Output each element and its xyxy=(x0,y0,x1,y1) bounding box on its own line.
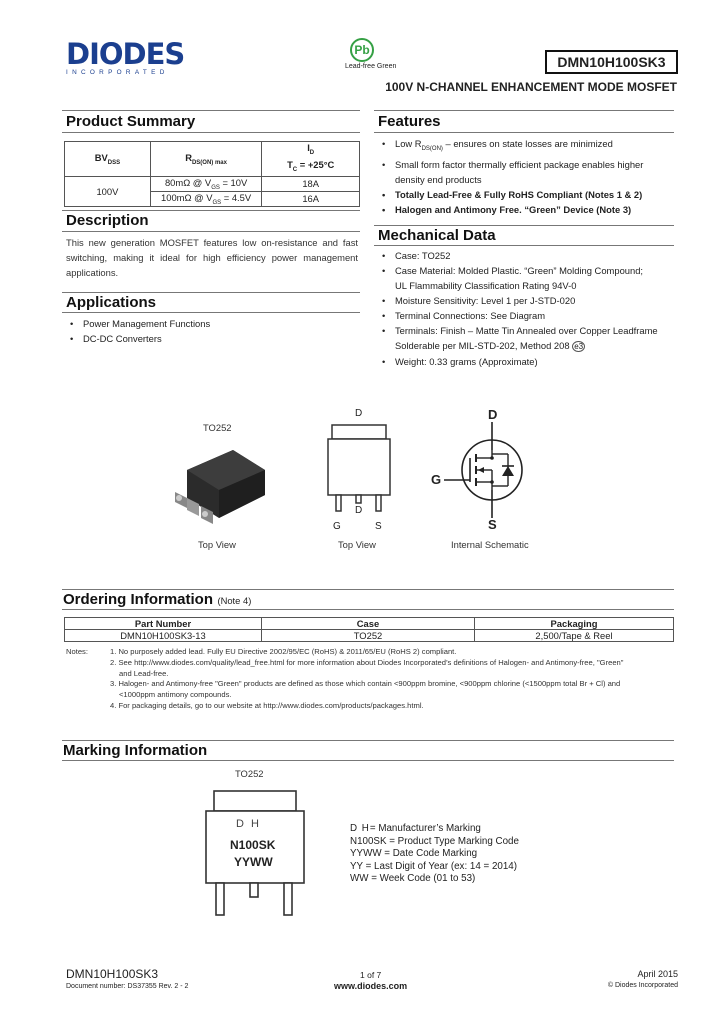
divider xyxy=(62,589,674,590)
diodes-logo xyxy=(66,37,185,76)
rdson-value: 100mΩ @ $V_{GS} = 4.5V$ xyxy=(150,191,261,206)
divider xyxy=(374,225,674,226)
divider xyxy=(374,110,674,111)
legend-item: YY = Last Digit of Year (ex: 14 = 2014) xyxy=(350,860,518,872)
to252-package-drawing xyxy=(165,440,280,530)
ordering-cell: TO252 xyxy=(262,630,475,642)
ordering-note: (Note 4) xyxy=(217,595,252,606)
internal-schematic-label: Internal Schematic xyxy=(451,539,529,550)
list-item: • Low $R_{DS(ON)}$ – ensures on state losses are minimized xyxy=(378,136,674,157)
list-item: • Halogen and Antimony Free. “Green” Device (Note 3) xyxy=(378,202,674,217)
list-item: • Totally Lead-Free & Fully RoHS Compliant (Notes 1 & 2) xyxy=(378,187,674,202)
id-value: 16A xyxy=(262,191,360,206)
divider xyxy=(374,132,674,133)
description-title: Description xyxy=(66,212,149,229)
list-item: • Case: TO252 xyxy=(378,248,674,263)
ordering-header: Part Number xyxy=(65,618,262,630)
list-item: • Small form factor thermally efficient package enables higher density end products xyxy=(378,157,674,187)
list-item: • Weight: 0.33 grams (Approximate) xyxy=(378,354,674,369)
note-item: 2. See http://www.diodes.com/quality/lead_free.html for more information about Diodes Incorporated’s definitions of Halogen- and Antimony-free, "Green" xyxy=(110,657,624,667)
note-item: <1000ppm antimony compounds. xyxy=(119,690,232,700)
list-item: • Power Management Functions xyxy=(66,316,356,331)
legend-item: N100SK = Product Type Marking Code xyxy=(350,835,519,847)
list-item: • Terminals: Finish – Matte Tin Annealed over Copper Leadframe Solderable per MIL-STD-202, Method 208 e3 xyxy=(378,323,674,354)
divider xyxy=(62,292,360,293)
applications-list xyxy=(66,316,356,346)
note-item: and Lead-free. xyxy=(119,668,169,678)
features-list xyxy=(378,136,674,217)
list-item: • DC-DC Converters xyxy=(66,331,356,346)
footer-date: April 2015 xyxy=(637,969,678,979)
ordering-cell: 2,500/Tape & Reel xyxy=(475,630,674,642)
top-view-label: Top View xyxy=(338,539,376,550)
divider xyxy=(62,210,360,211)
ordering-table xyxy=(64,617,674,642)
footer-part: DMN10H100SK3 xyxy=(66,967,159,981)
legend-item: D H= Manufacturer’s Marking xyxy=(350,823,481,834)
schematic-pin-d: D xyxy=(488,407,498,422)
divider xyxy=(62,231,360,232)
legend-item: YYWW = Date Code Marking xyxy=(350,848,478,859)
ordering-heading xyxy=(63,591,251,609)
rdson-value: 80mΩ @ $V_{GS} = 10V$ xyxy=(150,176,261,191)
footer-copyright: © Diodes Incorporated xyxy=(607,982,678,989)
note-item: 4. For packaging details, go to our website at http://www.diodes.com/products/packages.html. xyxy=(110,700,424,710)
marking-pkg-label: TO252 xyxy=(235,768,264,779)
divider xyxy=(62,312,360,313)
part-number-box: DMN10H100SK3 xyxy=(545,50,678,74)
manufacturer-logo-mark: D H xyxy=(236,818,261,830)
note-item: 3. Halogen- and Antimony-free "Green" products are defined as those which contain <900ppm bromine, <900ppm chlorine (<1500ppm total Br + Cl) and xyxy=(110,679,621,689)
mechanical-title: Mechanical Data xyxy=(378,227,496,244)
divider xyxy=(62,740,674,741)
id-value: 18A xyxy=(262,176,360,191)
pin-d-label: D xyxy=(355,505,363,516)
ordering-cell: DMN10H100SK3-13 xyxy=(65,630,262,642)
e3-icon: e3 xyxy=(574,342,584,351)
list-item: • Terminal Connections: See Diagram xyxy=(378,308,674,323)
applications-title: Applications xyxy=(66,294,157,311)
marking-title: Marking Information xyxy=(63,742,208,759)
footer-page: 1 of 7 xyxy=(360,970,382,980)
logo-subtitle: INCORPORATED xyxy=(66,69,169,76)
notes-label: Notes: xyxy=(66,647,88,656)
notes-list xyxy=(110,647,676,712)
footer-site: www.diodes.com xyxy=(334,981,408,991)
list-item: • Moisture Sensitivity: Level 1 per J-STD-020 xyxy=(378,293,674,308)
divider xyxy=(62,760,674,761)
note-item: 1. No purposely added lead. Fully EU Directive 2002/95/EC (RoHS) & 2011/65/EU (RoHS 2) compliant. xyxy=(110,647,457,656)
ordering-title: Ordering Information xyxy=(63,591,213,608)
ordering-header: Packaging xyxy=(475,618,674,630)
product-summary-table xyxy=(64,141,360,207)
marking-date: YYWW xyxy=(234,855,273,869)
marking-package-drawing xyxy=(200,785,310,920)
marking-legend xyxy=(350,823,519,886)
schematic-pin-s: S xyxy=(488,517,497,532)
description-text: This new generation MOSFET features low on-resistance and fast switching, making it ideal for high efficiency power management applications. xyxy=(66,237,358,278)
features-title: Features xyxy=(378,113,441,130)
ordering-header: Case xyxy=(262,618,475,630)
top-view-label: Top View xyxy=(198,539,236,550)
to252-label: TO252 xyxy=(203,422,232,433)
list-item: • Case Material: Molded Plastic. “Green” Molding Compound; UL Flammability Classification Rating 94V-0 xyxy=(378,263,674,293)
mechanical-list xyxy=(378,248,674,369)
bvdss-value: 100V xyxy=(65,176,151,206)
divider xyxy=(62,110,360,111)
marking-code: N100SK xyxy=(230,838,276,852)
bvdss-header: $BV_{DSS}$ xyxy=(65,142,151,177)
pin-d-label: D xyxy=(355,408,363,419)
rdson-header: $R_{DS(ON) max}$ xyxy=(150,142,261,177)
page-subtitle: 100V N-CHANNEL ENHANCEMENT MODE MOSFET xyxy=(385,80,677,94)
divider xyxy=(62,132,360,133)
pin-s-label: S xyxy=(375,521,382,532)
divider xyxy=(62,609,674,610)
product-summary-title: Product Summary xyxy=(66,113,196,130)
divider xyxy=(374,245,674,246)
internal-schematic-drawing xyxy=(440,410,545,530)
lead-free-icon: Pb xyxy=(350,38,374,62)
footer-doc: Document number: DS37355 Rev. 2 - 2 xyxy=(66,983,189,990)
pin-g-label: G xyxy=(333,521,341,532)
schematic-pin-g: G xyxy=(431,472,442,487)
lead-free-label: Lead-free Green xyxy=(345,63,397,70)
id-header: $I_D$ $T_C = +25^\circ C$ xyxy=(262,142,360,177)
legend-item: WW = Week Code (01 to 53) xyxy=(350,873,476,884)
logo-text: DIODES xyxy=(66,37,185,71)
